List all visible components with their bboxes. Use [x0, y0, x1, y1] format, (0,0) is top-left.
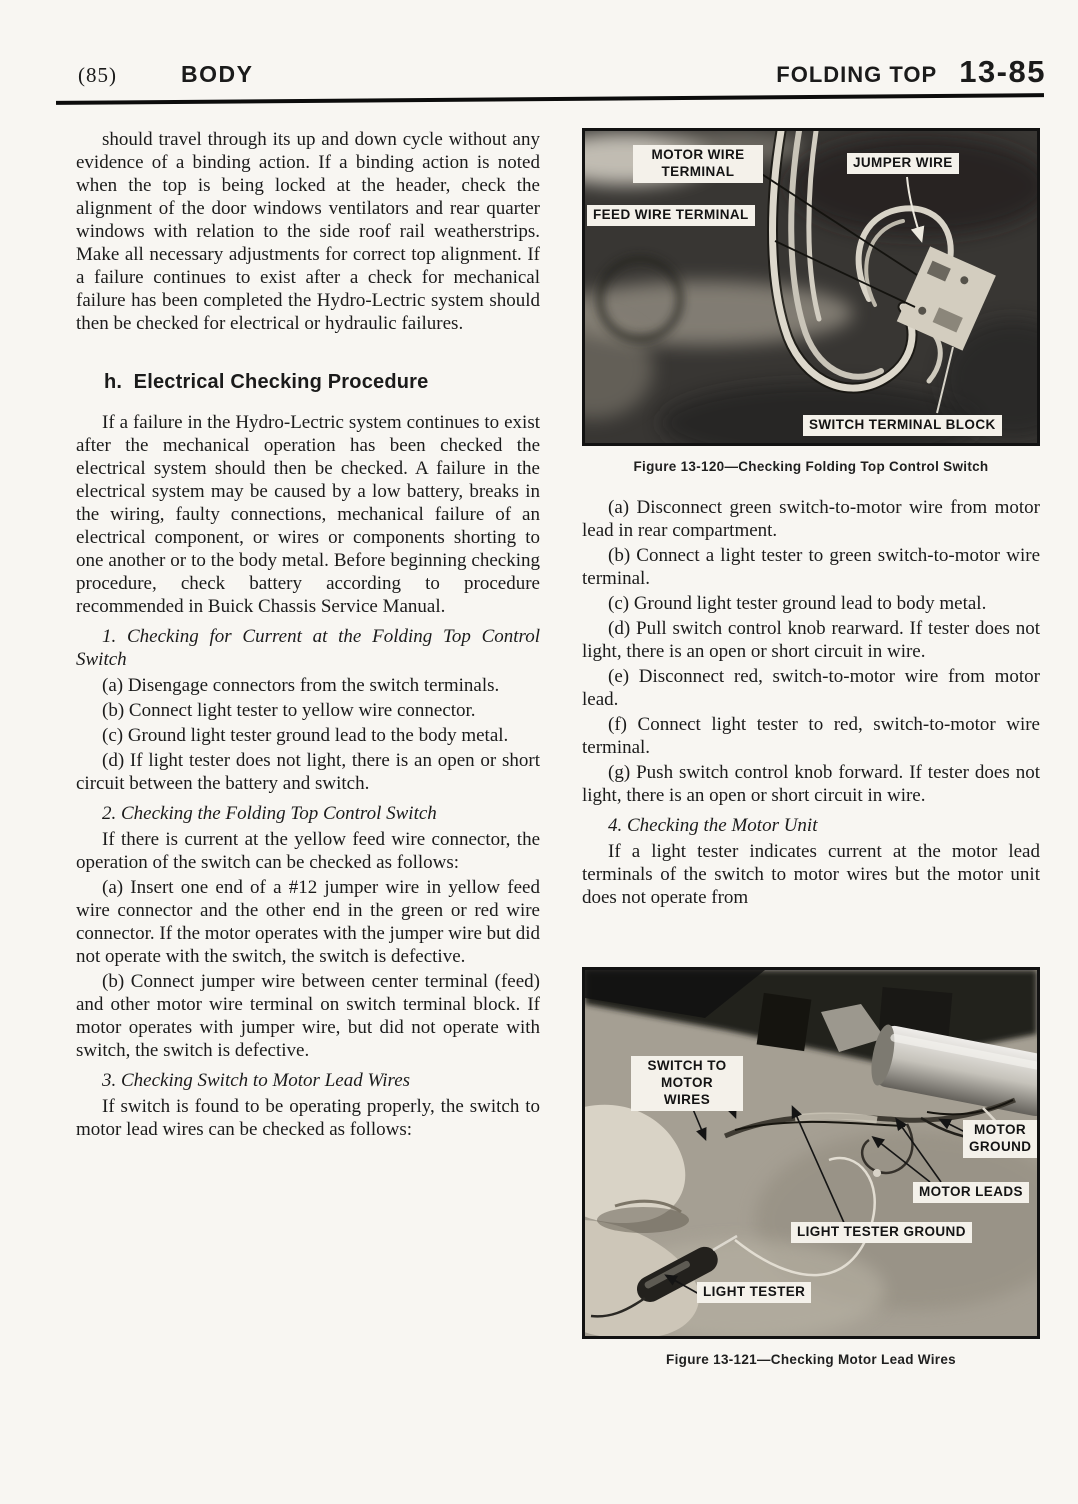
item2-step-a: (a) Insert one end of a #12 jumper wire in yellow feed wire connector and the other end in the green or red wire connector. If the motor operates with the jumper wire but did not operate with the switch, the switch is defective.: [76, 877, 540, 967]
item2-step-b: (b) Connect jumper wire between center terminal (feed) and other motor wire terminal on switch terminal block. If motor operates with jumper wire, but did not operate with switch, the switch is defective.: [76, 971, 540, 1061]
page-header-right: [776, 54, 1046, 90]
page-header: [78, 54, 1046, 90]
paragraph-top-cycle: should travel through its up and down cycle without any evidence of a binding action. If a binding action is noted when the top is being locked at the header, check the alignment of the door windows ventilators and rear quarter windows with relation to the side roof rail weatherstrips. Make all necessary adjustments for correct top alignment. If a failure continues to exist after a check for mechanical failure has been completed the Hydro-Lectric system should then be checked for electrical or hydraulic failures.: [76, 129, 540, 334]
right-column: [582, 128, 1040, 1367]
label-feed-wire-terminal: FEED WIRE TERMINAL: [587, 205, 755, 226]
figure-13-120-photo: [582, 128, 1040, 446]
label-motor-leads: MOTOR LEADS: [913, 1182, 1029, 1203]
item3-title: 3. Checking Switch to Motor Lead Wires: [102, 1070, 411, 1091]
item2-title: 2. Checking the Folding Top Control Switch: [102, 803, 437, 824]
label-light-tester: LIGHT TESTER: [697, 1282, 811, 1303]
item1-step-a: (a) Disengage connectors from the switch terminals.: [102, 675, 500, 696]
page-number: 13-85: [959, 54, 1046, 89]
paragraph-hydro-lectric: If a failure in the Hydro-Lectric system continues to exist after the mechanical operation has been checked the electrical system should then be checked. A failure in the electrical system may be caused by a low battery, breaks in the wiring, faulty connections, mechanical failure of an electrical component, or wires or components shorting to one another or to the body metal. Before beginning checking procedure, check battery according to procedure recommended in Buick Chassis Service Manual.: [76, 412, 540, 617]
item3-step-f: (f) Connect light tester to red, switch-to-motor wire terminal.: [582, 714, 1040, 758]
item3-step-d: (d) Pull switch control knob rearward. If tester does not light, there is an open or short circuit in wire.: [582, 618, 1040, 662]
chapter-title-folding-top: FOLDING TOP: [776, 62, 938, 87]
figure-13-121: [582, 967, 1040, 1367]
label-switch-terminal-block: SWITCH TERMINAL BLOCK: [803, 415, 1002, 436]
item4-intro: If a light tester indicates current at the motor lead terminals of the switch to motor wires but the motor unit does not operate from: [582, 841, 1040, 908]
item3-intro: If switch is found to be operating properly, the switch to motor lead wires can be checked as follows:: [76, 1096, 540, 1140]
section-title-body: BODY: [181, 61, 254, 87]
item4-title: 4. Checking the Motor Unit: [608, 815, 818, 836]
item3-step-g: (g) Push switch control knob forward. If tester does not light, there is an open or short circuit in wire.: [582, 762, 1040, 806]
header-rule: [56, 93, 1044, 105]
item2-intro: If there is current at the yellow feed wire connector, the operation of the switch can be checked as follows:: [76, 829, 540, 873]
figure-13-121-photo: [582, 967, 1040, 1339]
item3-step-b: (b) Connect a light tester to green switch-to-motor wire terminal.: [582, 545, 1040, 589]
label-motor-wire-terminal: MOTOR WIRE TERMINAL: [633, 145, 763, 183]
item3-step-c: (c) Ground light tester ground lead to body metal.: [608, 593, 987, 614]
figure-13-120: [582, 128, 1040, 474]
section-heading-electrical-checking: h. Electrical Checking Procedure: [104, 371, 429, 393]
label-motor-ground: MOTOR GROUND: [963, 1120, 1037, 1158]
label-switch-to-motor-wires: SWITCH TO MOTOR WIRES: [631, 1056, 743, 1111]
left-column: [76, 128, 540, 1143]
item3-step-e: (e) Disconnect red, switch-to-motor wire from motor lead.: [582, 666, 1040, 710]
label-light-tester-ground: LIGHT TESTER GROUND: [791, 1222, 972, 1243]
page-ref-left: (85): [78, 63, 117, 87]
label-jumper-wire: JUMPER WIRE: [847, 153, 959, 174]
figure-13-121-caption: Figure 13-121—Checking Motor Lead Wires: [666, 1352, 956, 1367]
item3-steps: [582, 496, 1040, 909]
item1-title: 1. Checking for Current at the Folding Top Control Switch: [76, 626, 540, 670]
item3-step-a: (a) Disconnect green switch-to-motor wire from motor lead in rear compartment.: [582, 497, 1040, 541]
item1-step-d: (d) If light tester does not light, there is an open or short circuit between the battery and switch.: [76, 750, 540, 794]
figure-13-120-caption: Figure 13-120—Checking Folding Top Control Switch: [633, 459, 989, 474]
item1-step-b: (b) Connect light tester to yellow wire connector.: [102, 700, 476, 721]
item1-step-c: (c) Ground light tester ground lead to the body metal.: [102, 725, 509, 746]
